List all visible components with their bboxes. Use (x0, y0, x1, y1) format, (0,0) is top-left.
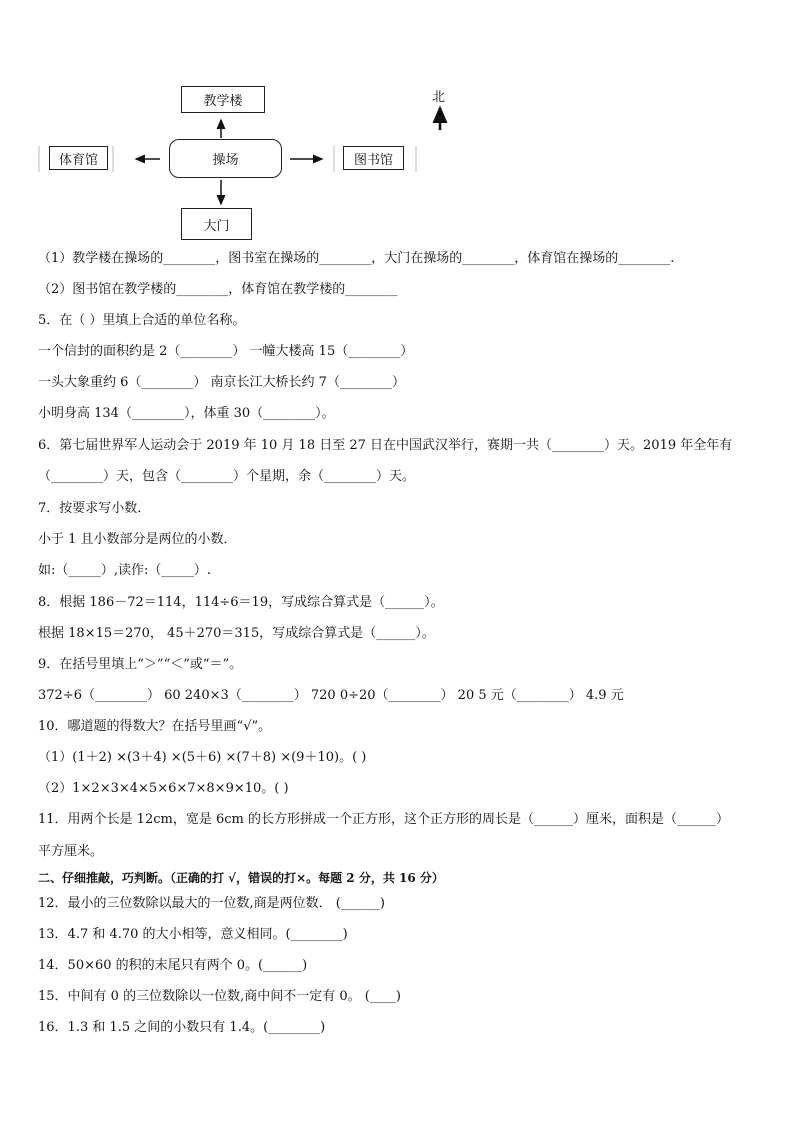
question-10-title: 10．哪道题的得数大？在括号里画“√”。 (38, 719, 272, 734)
direction-diagram (0, 0, 794, 250)
question-5-title: 5．在（ ）里填上合适的单位名称。 (38, 313, 246, 328)
question-7-line-1: 小于 1 且小数部分是两位的小数． (38, 532, 237, 547)
question-9-row: 372÷6（________） 60 240×3（________） 720 0÷20（________） 20 5 元（________） 4.9 元 (38, 688, 624, 703)
question-15: 15．中间有 0 的三位数除以一位数,商中间不一定有 0。 (____) (38, 989, 401, 1004)
box-gate: 大门 (181, 208, 252, 240)
question-10-2: （2）1×2×3×4×5×6×7×8×9×10。( ) (38, 781, 289, 796)
question-5-row-2: 一头大象重约 6（________） 南京长江大桥长约 7（________） (38, 375, 405, 390)
question-13: 13．4.7 和 4.70 的大小相等，意义相同。(________) (38, 927, 348, 942)
question-6-line-1: 6．第七届世界军人运动会于 2019 年 10 月 18 日至 27 日在中国武汉举行，赛期一共（________）天。2019 年全年有 (38, 438, 733, 453)
question-8-line-2: 根据 18×15＝270， 45＋270＝315，写成综合算式是（______）。 (38, 626, 435, 641)
question-9-title: 9．在括号里填上“＞”“＜”或“＝”。 (38, 657, 243, 672)
section-2-heading: 二、仔细推敲，巧判断。（正确的打 √，错误的打×。每题 2 分，共 16 分） (38, 871, 444, 885)
question-14: 14．50×60 的积的末尾只有两个 0。(______) (38, 958, 308, 973)
question-4-1: （1）教学楼在操场的________，图书室在操场的________，大门在操场的________，体育馆在操场的________. (38, 251, 675, 266)
question-7-line-2: 如:（_____）,读作:（_____）. (38, 563, 212, 578)
question-12: 12．最小的三位数除以最大的一位数,商是两位数． (______) (38, 896, 385, 911)
north-label: 北 (432, 90, 446, 105)
question-5-row-1: 一个信封的面积约是 2（________） 一幢大楼高 15（________） (38, 344, 414, 359)
question-4-2: （2）图书馆在教学楼的________，体育馆在教学楼的________ (38, 282, 398, 297)
question-11-line-2: 平方厘米。 (38, 844, 104, 859)
question-5-row-3: 小明身高 134（________），体重 30（________）。 (38, 406, 335, 421)
question-8-line-1: 8．根据 186－72＝114，114÷6＝19，写成综合算式是（______）。 (38, 595, 444, 610)
question-10-1: （1）(1＋2) ×(3＋4) ×(5＋6) ×(7＋8) ×(9＋10)。( ) (38, 750, 367, 765)
question-7-title: 7．按要求写小数． (38, 501, 151, 516)
box-gym: 体育馆 (49, 146, 108, 170)
question-16: 16．1.3 和 1.5 之间的小数只有 1.4。(________) (38, 1020, 326, 1035)
box-teaching-building: 教学楼 (181, 86, 265, 113)
box-library: 图书馆 (343, 146, 404, 170)
box-playground: 操场 (169, 139, 282, 178)
question-6-line-2: （________）天，包含（________）个星期，余（________）天。 (38, 469, 416, 484)
question-11-line-1: 11．用两个长是 12cm，宽是 6cm 的长方形拼成一个正方形，这个正方形的周长是（______）厘米，面积是（______） (38, 812, 729, 827)
